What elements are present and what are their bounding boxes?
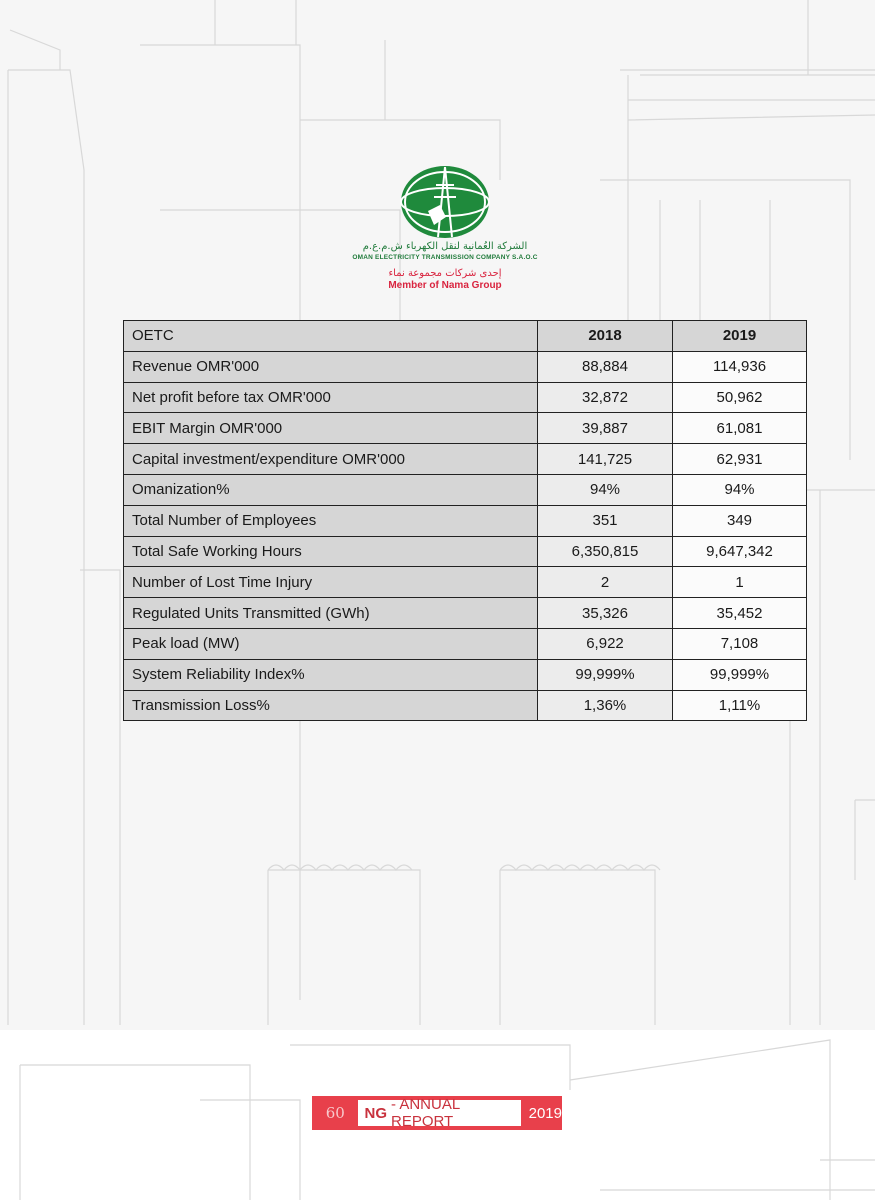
row-label: Omanization% xyxy=(124,474,538,505)
row-label: Net profit before tax OMR'000 xyxy=(124,382,538,413)
page-footer xyxy=(312,1096,562,1130)
value-2019: 61,081 xyxy=(673,413,807,444)
table-row xyxy=(124,413,807,444)
header-2019: 2019 xyxy=(673,321,807,352)
english-member-text: Member of Nama Group xyxy=(388,280,502,291)
value-2019: 114,936 xyxy=(673,351,807,382)
value-2018: 99,999% xyxy=(538,659,673,690)
row-label: System Reliability Index% xyxy=(124,659,538,690)
header-2018: 2018 xyxy=(538,321,673,352)
value-2019: 1 xyxy=(673,567,807,598)
value-2019: 99,999% xyxy=(673,659,807,690)
value-2019: 50,962 xyxy=(673,382,807,413)
table-row xyxy=(124,382,807,413)
value-2019: 35,452 xyxy=(673,598,807,629)
value-2019: 94% xyxy=(673,474,807,505)
kpi-table xyxy=(123,320,807,721)
value-2019: 349 xyxy=(673,505,807,536)
table-row xyxy=(124,474,807,505)
value-2018: 141,725 xyxy=(538,444,673,475)
report-title-box xyxy=(358,1096,520,1130)
value-2018: 39,887 xyxy=(538,413,673,444)
arabic-member-text: إحدى شركات مجموعة نماء xyxy=(388,268,502,279)
row-label: Total Number of Employees xyxy=(124,505,538,536)
table-row xyxy=(124,690,807,721)
table-row xyxy=(124,659,807,690)
value-2018: 88,884 xyxy=(538,351,673,382)
report-year: 2019 xyxy=(528,1104,562,1122)
value-2018: 6,350,815 xyxy=(538,536,673,567)
row-label: Total Safe Working Hours xyxy=(124,536,538,567)
header-oetc: OETC xyxy=(124,321,538,352)
row-label: Regulated Units Transmitted (GWh) xyxy=(124,598,538,629)
value-2018: 94% xyxy=(538,474,673,505)
value-2018: 1,36% xyxy=(538,690,673,721)
row-label: Revenue OMR'000 xyxy=(124,351,538,382)
value-2019: 1,11% xyxy=(673,690,807,721)
value-2018: 6,922 xyxy=(538,628,673,659)
row-label: Peak load (MW) xyxy=(124,628,538,659)
table-row xyxy=(124,628,807,659)
value-2018: 351 xyxy=(538,505,673,536)
table-header-row xyxy=(124,321,807,352)
arabic-company-name: الشركة العُمانية لنقل الكهرباء ش.م.ع.م xyxy=(362,241,528,252)
value-2018: 2 xyxy=(538,567,673,598)
table-row xyxy=(124,598,807,629)
report-title: - ANNUAL REPORT xyxy=(390,1096,460,1130)
company-logo xyxy=(350,165,540,305)
value-2018: 32,872 xyxy=(538,382,673,413)
page-number: 60 xyxy=(325,1104,345,1122)
english-company-name: OMAN ELECTRICITY TRANSMISSION COMPANY S.A.O.C xyxy=(352,254,538,261)
row-label: Transmission Loss% xyxy=(124,690,538,721)
value-2019: 62,931 xyxy=(673,444,807,475)
value-2018: 35,326 xyxy=(538,598,673,629)
table-row xyxy=(124,536,807,567)
row-label: Number of Lost Time Injury xyxy=(124,567,538,598)
row-label: Capital investment/expenditure OMR'000 xyxy=(124,444,538,475)
table-row xyxy=(124,444,807,475)
value-2019: 9,647,342 xyxy=(673,536,807,567)
table-row xyxy=(124,567,807,598)
oetc-globe-icon xyxy=(400,165,490,239)
table-row xyxy=(124,351,807,382)
brand-ng: NG xyxy=(364,1104,387,1122)
row-label: EBIT Margin OMR'000 xyxy=(124,413,538,444)
table-row xyxy=(124,505,807,536)
value-2019: 7,108 xyxy=(673,628,807,659)
